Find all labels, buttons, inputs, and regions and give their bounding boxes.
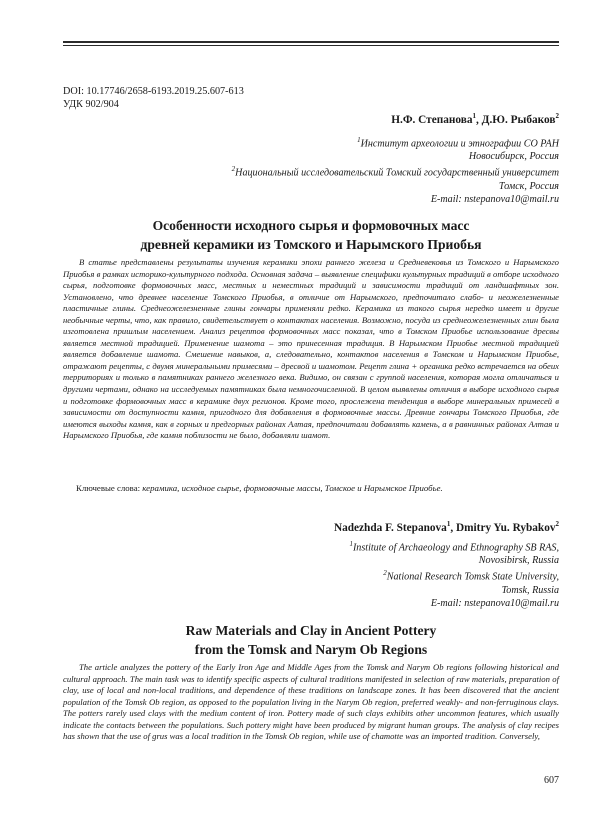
ru-author-1: Н.Ф. Степанова (391, 113, 473, 126)
ru-affil-2-city: Томск, Россия (498, 180, 559, 192)
ru-email: E-mail: nstepanova10@mail.ru (430, 193, 559, 205)
ru-abstract: В статье представлены результаты изучения керамики эпохи раннего железа и Средневековья из Томского и Нарымского Приобья в рамках историко-культурного подхода. Основная задача – выявление специфики культурных традиций в отборе исходного сырья, подготовке формовочных масс, местных и неместных традиций и зависимости традиций от ландшафтных зон. Установлено, что древнее население Томского Приобья, в отличие от Нарымского, предпочитало слабо- и неожелезненные пластичные глины. Среднеожелезненные глины гончары применяли редко. Керамика из такого сырья нередко имеет и другие необычные черты, что, как правило, свидетельствует о контактах населения. Возможно, посуда из среднеожелезненных глин была изготовлена пришлым населением. Анализ рецептов формовочных масс показал, что в Томском Приобье использование дресвы является местной традицией. Применение шамота – это принесенная традиция. В Нарымском Приобье местной традицией является добавление шамота. Смешение навыков, а, следовательно, контактов населения в Томском и Нарымском Приобье, отражают рецепты, с двумя минеральными примесями – дресвой и шамотом. Рецепт глина + органика редко встречается на обеих территориях и только в памятниках раннего железного века. Видимо, он связан с группой населения, которая могла отличаться и другими чертами, однако на исследуемых памятниках была немногочисленной. В целом выявлены отличия в выборе исходного сырья и подготовке формовочных масс в керамике двух регионов. Кроме того, прослежена тенденция в выборе минеральных примесей в зависимости от доступности камня, пригодного для добавления в формовочные массы. Древние гончары Томского Приобья, где имеются выходы камня, как в горных и предгорных районах Алтая, предпочитали добавлять камень, а в равнинных районах Алтая и Нарымского Приобья, где камня поблизости не было, добавляли шамот. (63, 257, 559, 441)
ru-affil-1: Институт археологии и этнографии СО РАН (360, 138, 559, 150)
en-affil-1-city: Novosibirsk, Russia (478, 555, 559, 567)
en-affil-2-city: Tomsk, Russia (501, 584, 559, 596)
en-author-2: , Dmitry Yu. Rybakov (450, 521, 556, 534)
en-author-1: Nadezhda F. Stepanova (333, 521, 447, 534)
en-abstract: The article analyzes the pottery of the Early Iron Age and Middle Ages from the Tomsk and Narym Ob regions following historical and cultural approach. The main task was to identify specific aspects of cultural traditions manifested in selection of raw materials, preparation of clay, use of local and non-local traditions, and dependence of these traditions on landscape zones. It has been discovered that the ancient population of the Tomsk Ob region, as opposed to the population living in the Narym Ob region, preferred weakly- and non-ferruginous clays. The potters rarely used clays with the medium content of iron. Pottery made of such clays exhibits other uncommon features, which usually indicate the contacts between the populations. Such pottery might have been produced by migrant human groups. The analysis of clay recipes has shown that the use of grus was a local tradition in the Tomsk Ob region, while use of chamotte was an imported tradition. Conversely, (63, 662, 559, 742)
udc: УДК 902/904 (63, 99, 119, 110)
en-affiliations: $^1$Institute of Archaeology and Ethnography SB RAS, Novosibirsk, Russia $^2$National Research Tomsk State University, Tomsk, Russia E-mail: nstepanova10@mail.ru (349, 540, 559, 609)
ru-keywords (76, 483, 558, 494)
page-number: 607 (544, 775, 559, 786)
ru-keywords-list: керамика, исходное сырье, формовочные массы, Томское и Нарымское Приобье. (142, 483, 443, 493)
ru-authors: Н.Ф. Степанова$^1$, Д.Ю. Рыбаков$^2$ (391, 112, 559, 126)
en-email: E-mail: nstepanova10@mail.ru (430, 597, 559, 609)
ru-affil-1-city: Новосибирск, Россия (468, 151, 559, 163)
doi: DOI: 10.17746/2658-6193.2019.25.607-613 (63, 86, 244, 97)
header-rule-thin (63, 45, 559, 46)
ru-keywords-label: Ключевые слова: (76, 483, 143, 493)
ru-title: Особенности исходного сырья и формовочных масс древней керамики из Томского и Нарымского Приобья (140, 218, 482, 252)
en-affil-1: Institute of Archaeology and Ethnography SB RAS, (352, 542, 559, 554)
en-authors: Nadezhda F. Stepanova$^1$, Dmitry Yu. Rybakov$^2$ (333, 520, 559, 534)
en-title: Raw Materials and Clay in Ancient Pottery from the Tomsk and Narym Ob Regions (185, 623, 437, 657)
ru-affil-2: Национальный исследовательский Томский государственный университет (235, 167, 559, 179)
ru-affiliations: $^1$Институт археологии и этнографии СО РАН Новосибирск, Россия $^2$Национальный исследовательский Томский государственный университет Томск, Россия E-mail: nstepanova10@mail.ru (231, 136, 559, 205)
header-rule-thick (63, 41, 559, 43)
en-affil-2: National Research Tomsk State University, (386, 571, 559, 583)
ru-author-2: , Д.Ю. Рыбаков (476, 113, 556, 126)
